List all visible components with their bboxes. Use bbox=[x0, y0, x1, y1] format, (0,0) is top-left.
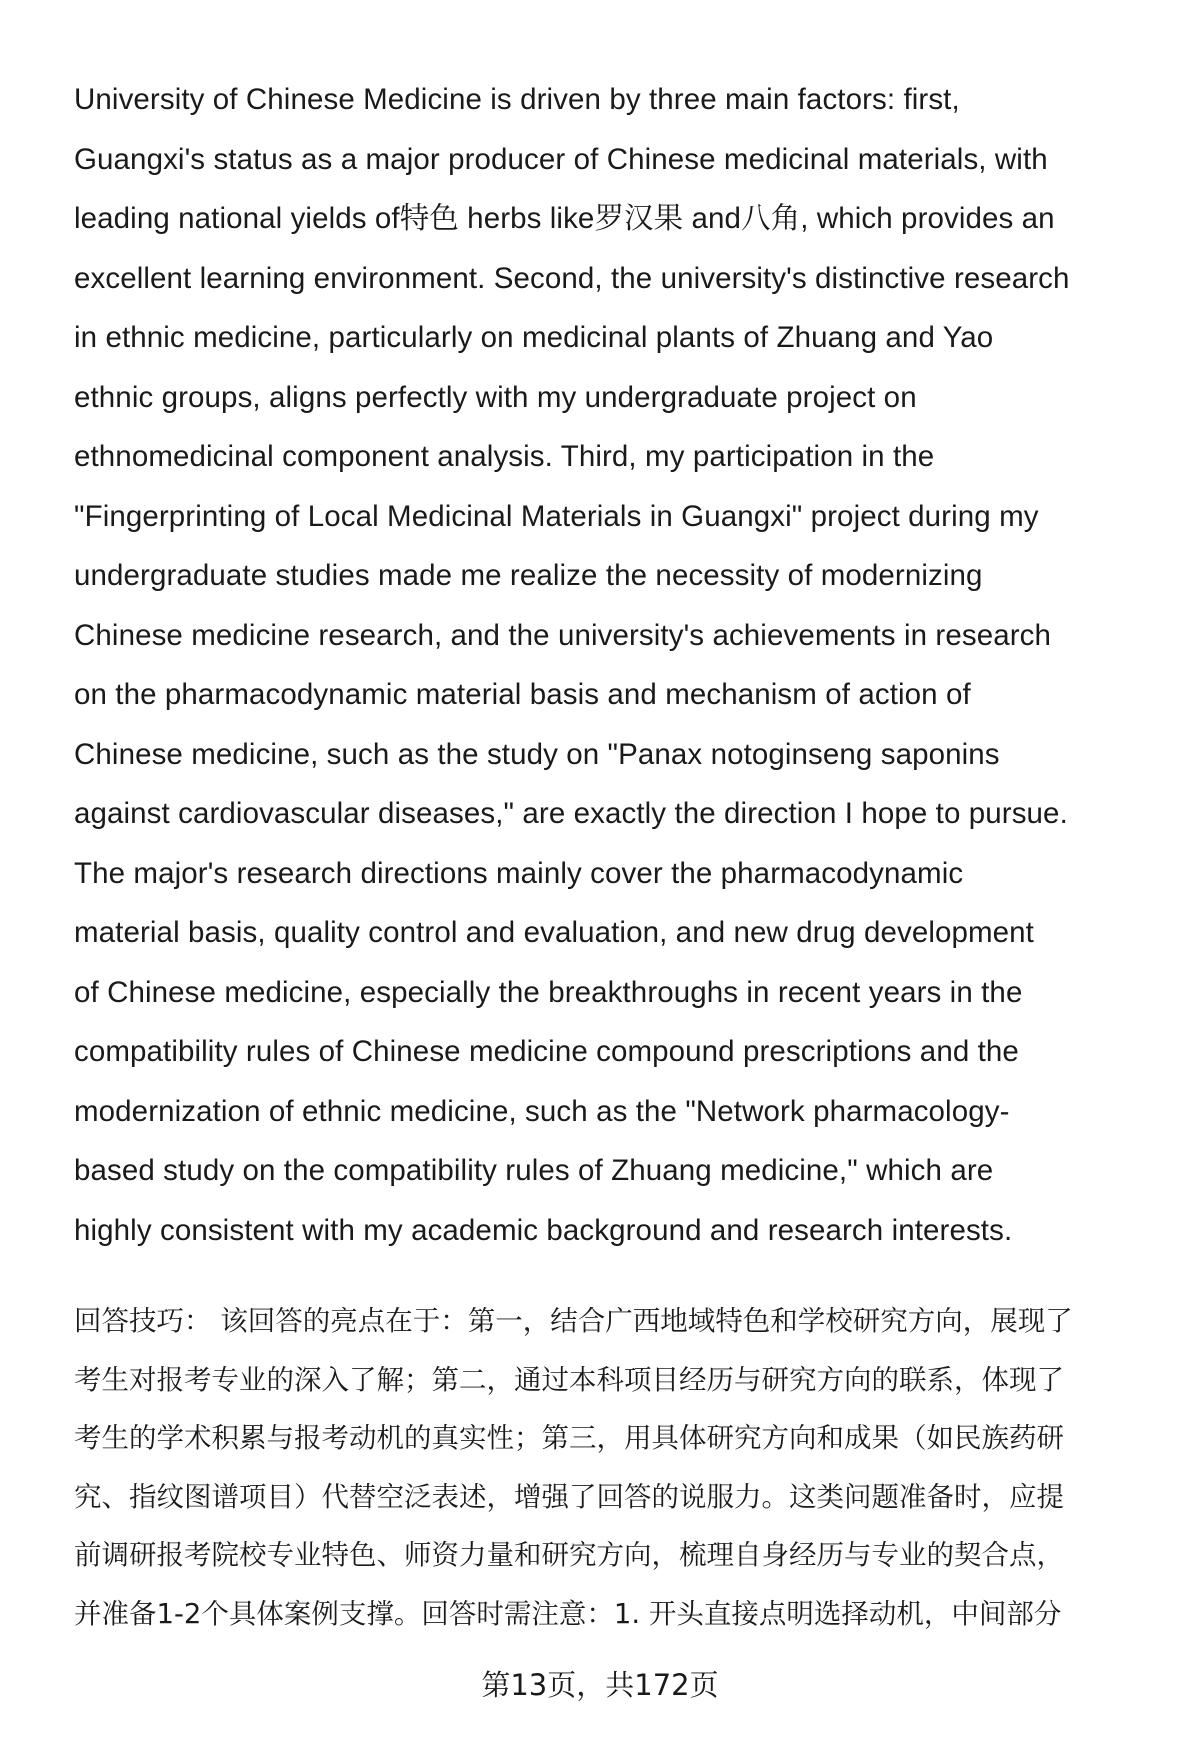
tips-line: 回答技巧： 该回答的亮点在于：第一，结合广西地域特色和学校研究方向，展现了 bbox=[74, 1305, 1073, 1337]
text-line: "Fingerprinting of Local Medicinal Materials in Guangxi" project during my bbox=[74, 499, 1039, 533]
text-line: ethnic groups, aligns perfectly with my undergraduate project on bbox=[74, 380, 917, 414]
text-line: on the pharmacodynamic material basis and mechanism of action of bbox=[74, 678, 971, 711]
text-line: in ethnic medicine, particularly on medicinal plants of Zhuang and Yao bbox=[74, 321, 994, 354]
english-paragraph bbox=[74, 70, 1154, 1260]
text-line: undergraduate studies made me realize the necessity of modernizing bbox=[74, 559, 983, 592]
text-line: Chinese medicine research, and the university's achievements in research bbox=[74, 618, 1051, 652]
tips-line: 究、指纹图谱项目）代替空泛表述，增强了回答的说服力。这类问题准备时，应提 bbox=[74, 1480, 1064, 1513]
answer-tips-paragraph bbox=[74, 1292, 1154, 1643]
page-number: 第13页，共172页 bbox=[481, 1668, 719, 1702]
text-line: Chinese medicine, such as the study on "Panax notoginseng saponins bbox=[74, 737, 1000, 771]
text-line: ethnomedicinal component analysis. Third, my participation in the bbox=[74, 440, 935, 473]
text-line: modernization of ethnic medicine, such as the "Network pharmacology- bbox=[74, 1094, 1010, 1128]
text-line: University of Chinese Medicine is driven by three main factors: first, bbox=[74, 83, 960, 116]
text-line: material basis, quality control and evaluation, and new drug development bbox=[74, 916, 1034, 949]
tips-line: 并准备1-2个具体案例支撑。回答时需注意：1. 开头直接点明选择动机，中间部分 bbox=[74, 1597, 1062, 1630]
text-line: compatibility rules of Chinese medicine compound prescriptions and the bbox=[74, 1035, 1019, 1068]
text-line: The major's research directions mainly cover the pharmacodynamic bbox=[74, 856, 964, 890]
text-line: highly consistent with my academic background and research interests. bbox=[74, 1213, 1013, 1247]
tips-line: 考生对报考专业的深入了解；第二，通过本科项目经历与研究方向的联系，体现了 bbox=[74, 1363, 1064, 1396]
tips-line: 前调研报考院校专业特色、师资力量和研究方向，梳理自身经历与专业的契合点， bbox=[74, 1539, 1064, 1571]
text-line: based study on the compatibility rules of Zhuang medicine," which are bbox=[74, 1154, 994, 1187]
text-line: Guangxi's status as a major producer of Chinese medicinal materials, with bbox=[74, 142, 1048, 176]
text-line: against cardiovascular diseases," are exactly the direction I hope to pursue. bbox=[74, 797, 1068, 830]
text-line: of Chinese medicine, especially the breakthroughs in recent years in the bbox=[74, 975, 1023, 1009]
text-line: excellent learning environment. Second, the university's distinctive research bbox=[74, 261, 1070, 295]
text-line: leading national yields of特色 herbs like罗汉果 and八角, which provides an bbox=[74, 202, 1055, 235]
tips-line: 考生的学术积累与报考动机的真实性；第三，用具体研究方向和成果（如民族药研 bbox=[74, 1422, 1064, 1454]
